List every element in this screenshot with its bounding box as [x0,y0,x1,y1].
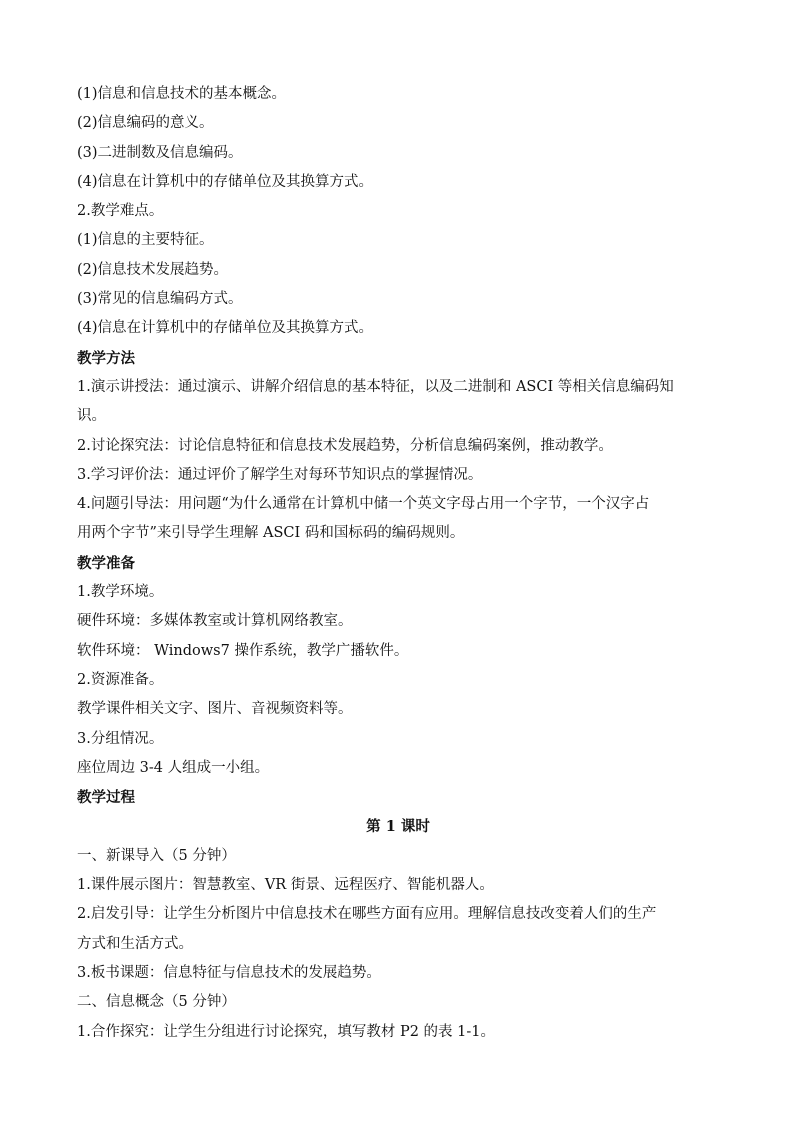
paragraph-line: 2.启发引导：让学生分析图片中信息技术在哪些方面有应用。理解信息技改变着人们的生产 [77,906,657,923]
paragraph-line: 2.讨论探究法：讨论信息特征和信息技术发展趋势，分析信息编码案例，推动教学。 [77,437,613,454]
paragraph-line: 1.合作探究：让学生分组进行讨论探究，填写教材 P2 的表 1-1。 [77,1023,495,1040]
paragraph-line: 2.教学难点。 [77,203,164,220]
section-heading: 教学准备 [77,554,135,572]
paragraph-line: 用两个字节”来引导学生理解 ASCI 码和国标码的编码规则。 [77,525,465,542]
paragraph-line: 二、信息概念（5 分钟） [77,994,236,1011]
section-heading: 教学过程 [77,789,135,807]
paragraph-line: 1.演示讲授法：通过演示、讲解介绍信息的基本特征，以及二进制和 ASCI 等相关信息编码知 [77,378,674,395]
paragraph-line: (4)信息在计算机中的存储单位及其换算方式。 [77,173,374,190]
paragraph-line: 硬件环境：多媒体教室或计算机网络教室。 [77,613,353,630]
paragraph-line: 方式和生活方式。 [77,935,193,952]
lesson-title: 第 1 课时 [366,818,430,836]
section-heading: 教学方法 [77,349,135,367]
paragraph-line: (2)信息技术发展趋势。 [77,261,229,278]
paragraph-line: 1.课件展示图片：智慧教室、VR 街景、远程医疗、智能机器人。 [77,877,494,894]
paragraph-line: (1)信息和信息技术的基本概念。 [77,86,287,102]
paragraph-line: 3.板书课题：信息特征与信息技术的发展趋势。 [77,964,381,981]
paragraph-line: 3.分组情况。 [77,730,164,747]
paragraph-line: (1)信息的主要特征。 [77,232,214,249]
paragraph-line: 2.资源准备。 [77,671,164,688]
paragraph-line: 识。 [77,408,106,425]
paragraph-line: (3)常见的信息编码方式。 [77,291,243,308]
paragraph-line: 3.学习评价法：通过评价了解学生对每环节知识点的掌握情况。 [77,466,483,483]
paragraph-line: (2)信息编码的意义。 [77,115,214,132]
paragraph-line: 教学课件相关文字、图片、音视频资料等。 [77,701,353,718]
paragraph-line: 软件环境： Windows7 操作系统，教学广播软件。 [77,642,409,659]
paragraph-line: 1.教学环境。 [77,584,164,601]
paragraph-line: (3)二进制数及信息编码。 [77,144,243,161]
paragraph-line: 4.问题引导法：用问题“为什么通常在计算机中储一个英文字母占用一个字节，一个汉字占 [77,496,650,513]
paragraph-line: 座位周边 3-4 人组成一小组。 [77,759,270,776]
document-body [77,80,719,1047]
paragraph-line: (4)信息在计算机中的存储单位及其换算方式。 [77,320,374,337]
paragraph-line: 一、新课导入（5 分钟） [77,847,236,864]
